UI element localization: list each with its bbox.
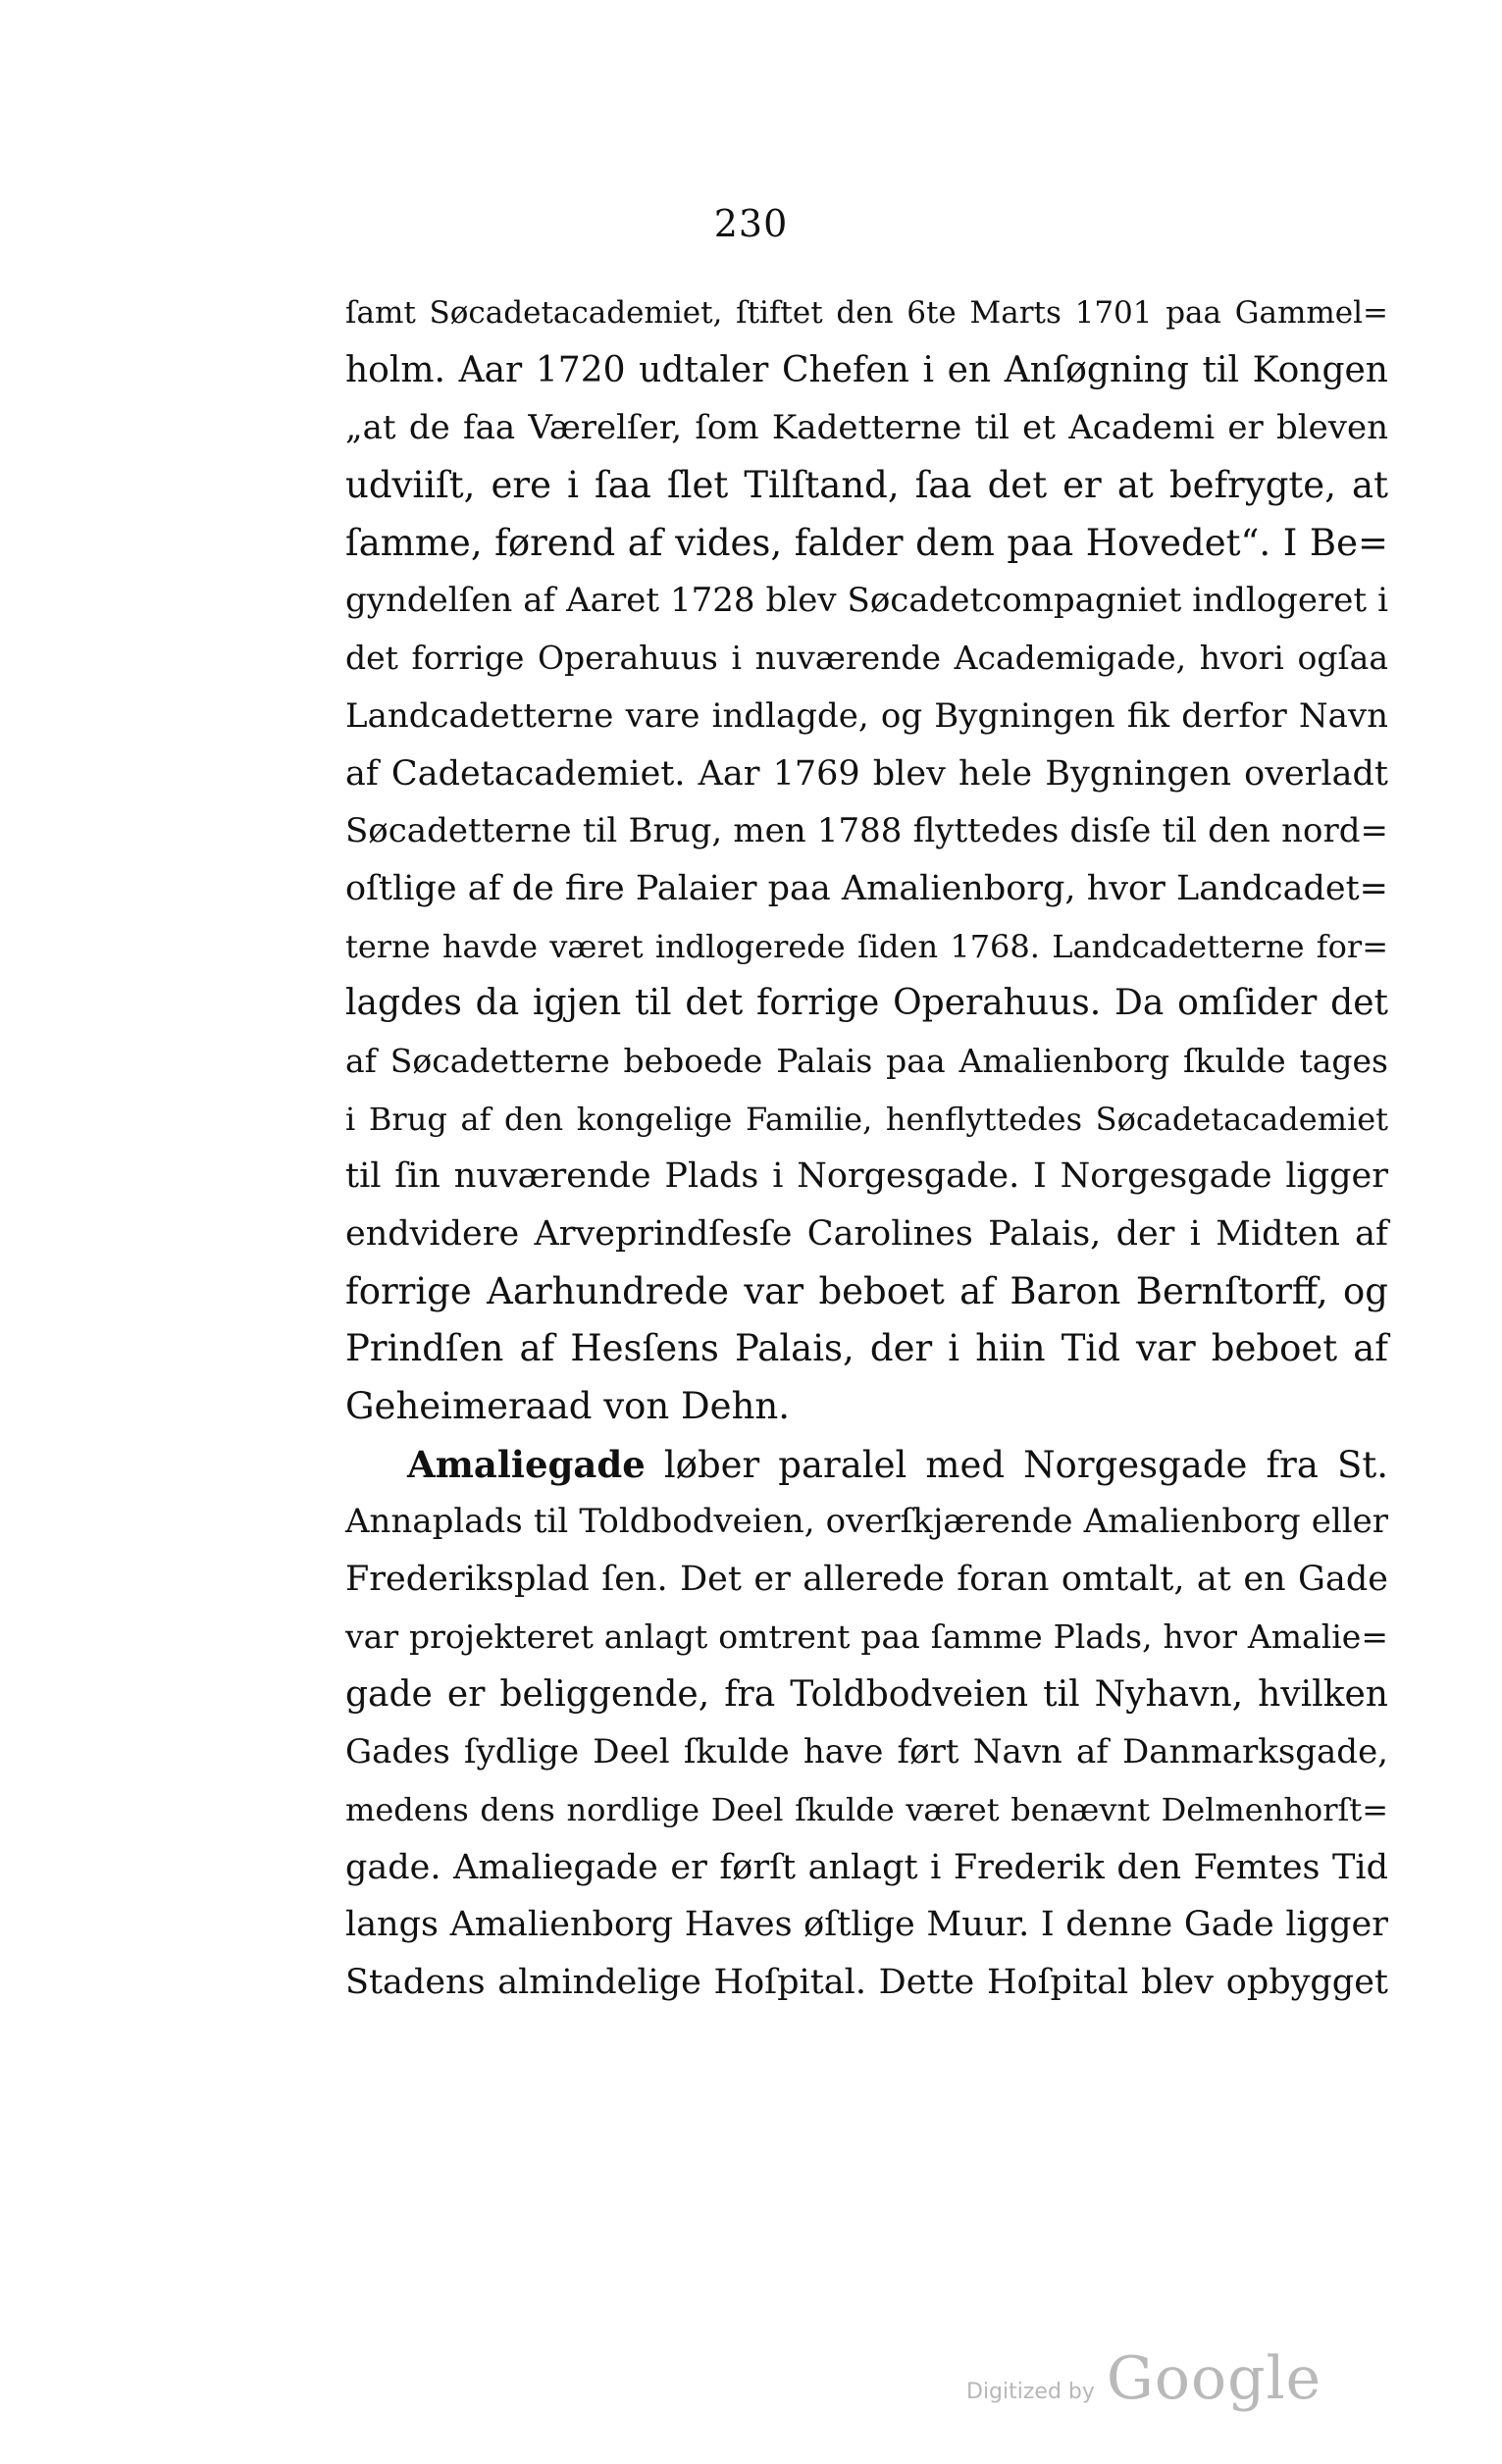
text-line: „at de faa Værelſer, ſom Kadetterne til et Academi er bleven xyxy=(345,408,1388,448)
text-line: terne havde været indlogerede ſiden 1768. Landcadetterne for= xyxy=(345,927,1388,965)
text-line: i Brug af den kongelige Familie, henflyttedes Søcadetacademiet xyxy=(345,1100,1388,1138)
text-line: Annaplads til Toldbodveien, overſkjærende Amalienborg eller xyxy=(345,1502,1388,1542)
text-line: var projekteret anlagt omtrent paa ſamme Plads, hvor Amalie= xyxy=(345,1617,1388,1656)
text-line: gade er beliggende, fra Toldbodveien til Nyhavn, hvilken xyxy=(345,1673,1388,1715)
page-number: 230 xyxy=(713,202,789,245)
body-text xyxy=(345,284,1388,2012)
text-line: udviiſt, ere i ſaa ſlet Tilſtand, ſaa det er at befrygte, at xyxy=(345,464,1388,507)
heading-line-rest: løber paralel med Norgesgade fra St. xyxy=(645,1443,1388,1486)
text-line: Stadens almindelige Hoſpital. Dette Hoſpital blev opbygget xyxy=(345,1962,1388,2002)
text-line: ſamme, førend af vides, falder dem paa Hovedet“. I Be= xyxy=(345,521,1388,564)
text-line: medens dens nordlige Deel ſkulde været benævnt Delmenhorſt= xyxy=(345,1790,1388,1828)
text-line: Gades ſydlige Deel ſkulde have ført Navn af Danmarksgade, xyxy=(345,1732,1388,1772)
text-line: Frederiksplad ſen. Det er allerede foran omtalt, at en Gade xyxy=(345,1560,1388,1600)
paragraph-1 xyxy=(345,284,1388,1436)
text-line: af Cadetacademiet. Aar 1769 blev hele Bygningen overladt xyxy=(345,753,1388,794)
text-line: det forrige Operahuus i nuværende Academigade, hvori ogſaa xyxy=(345,639,1388,678)
text-line: oſtlige af de fire Palaier paa Amalienborg, hvor Landcadet= xyxy=(345,868,1388,908)
paragraph-2 xyxy=(345,1436,1388,2012)
text-line: holm. Aar 1720 udtaler Chefen i en Anſøgning til Kongen xyxy=(345,349,1388,390)
text-line: gade. Amaliegade er førſt anlagt i Frederik den Femtes Tid xyxy=(345,1847,1388,1887)
text-line: lagdes da igjen til det forrige Operahuus. Da omſider det xyxy=(345,983,1388,1024)
text-line: forrige Aarhundrede var beboet af Baron Bernſtorff, og xyxy=(345,1269,1388,1312)
text-line: Geheimeraad von Dehn. xyxy=(345,1385,790,1428)
text-line: gyndelſen af Aaret 1728 blev Søcadetcompagniet indlogeret i xyxy=(345,581,1388,621)
text-line: til ſin nuværende Plads i Norgesgade. I Norgesgade ligger xyxy=(345,1156,1388,1197)
text-line: af Søcadetterne beboede Palais paa Amalienborg ſkulde tages xyxy=(345,1041,1388,1080)
text-line xyxy=(345,1436,1388,1494)
section-heading: Amaliegade xyxy=(407,1442,646,1486)
text-line: Landcadetterne vare indlagde, og Bygningen fik derfor Navn xyxy=(345,695,1388,736)
text-line: endvidere Arveprindſesſe Carolines Palais, der i Midten af xyxy=(345,1214,1388,1254)
digitized-by-label: Digitized by xyxy=(966,2380,1095,2404)
google-logo: Google xyxy=(1106,2344,1322,2413)
text-line: langs Amalienborg Haves øſtlige Muur. I denne Gade ligger xyxy=(345,1905,1388,1945)
text-line: Prindſen af Hesſens Palais, der i hiin Tid var beboet af xyxy=(345,1327,1388,1370)
digitized-watermark xyxy=(966,2344,1321,2413)
text-line: ſamt Søcadetacademiet, ſtiftet den 6te Marts 1701 paa Gammel= xyxy=(345,295,1388,331)
text-line: Søcadetterne til Brug, men 1788 flyttedes disſe til den nord= xyxy=(345,811,1388,851)
